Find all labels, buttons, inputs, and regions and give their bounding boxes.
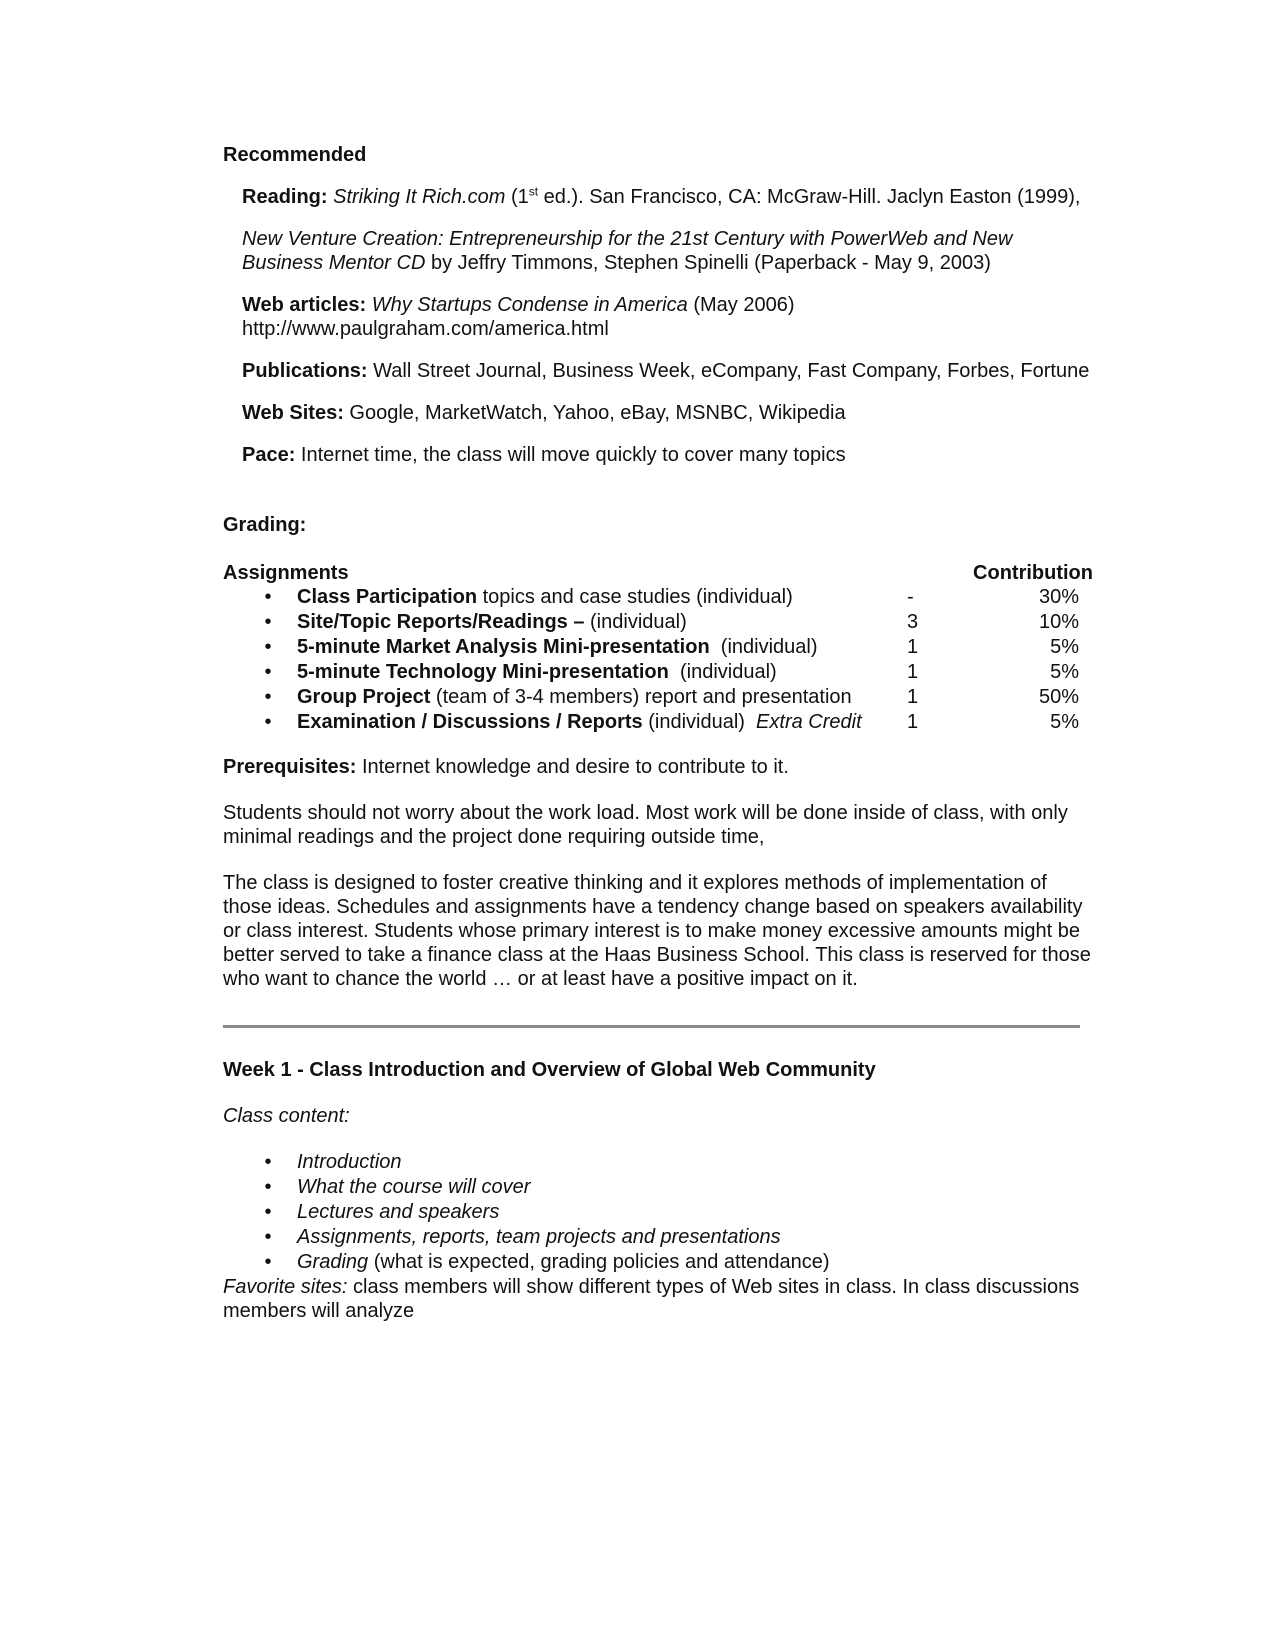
bullet-icon: •: [264, 661, 272, 683]
web-article-url: http://www.paulgraham.com/america.html: [242, 318, 609, 340]
assignment-count: 1: [907, 636, 919, 658]
class-content-list: [223, 1150, 1093, 1275]
assignment-description: [297, 660, 777, 685]
bullet-icon: •: [264, 1201, 272, 1223]
assignment-row: [223, 610, 1093, 635]
class-content-item: [223, 1225, 1093, 1250]
assignment-contribution: 30%: [1038, 586, 1079, 608]
web-article-title: Why Startups Condense in America: [371, 294, 688, 316]
assignment-count: 1: [907, 686, 919, 708]
web-articles-label: Web articles:: [242, 294, 367, 316]
assignment-count: 1: [907, 661, 919, 683]
assignment-name: Examination / Discussions / Reports: [297, 711, 643, 733]
assignment-description: [297, 610, 687, 635]
assignments-column-header: Assignments: [223, 562, 349, 584]
assignment-name: 5-minute Technology Mini-presentation: [297, 661, 669, 683]
grading-heading: Grading:: [223, 514, 307, 536]
class-content-text: [297, 1200, 499, 1225]
assignment-detail: (individual): [668, 661, 777, 683]
assignment-name: Site/Topic Reports/Readings –: [297, 611, 585, 633]
bullet-icon: •: [264, 1251, 272, 1273]
week1-title: Week 1 - Class Introduction and Overview of Global Web Community: [223, 1059, 876, 1081]
class-content-label: Class content:: [223, 1105, 350, 1127]
class-content-text: [297, 1150, 402, 1175]
class-content-topic: Introduction: [297, 1151, 402, 1173]
class-content-topic: What the course will cover: [297, 1176, 531, 1198]
publications-entry: [242, 359, 1093, 383]
prerequisites-text: Internet knowledge and desire to contribute to it.: [356, 756, 789, 778]
bullet-icon: •: [264, 1151, 272, 1173]
assignment-name: 5-minute Market Analysis Mini-presentation: [297, 636, 710, 658]
class-content-item: [223, 1250, 1093, 1275]
class-content-topic: Lectures and speakers: [297, 1201, 500, 1223]
assignment-detail: topics and case studies (individual): [477, 586, 793, 608]
recommended-heading: Recommended: [223, 144, 367, 166]
course-design-paragraph: The class is designed to foster creative thinking and it explores methods of implementation of those ideas. Schedules and assignments have a tendency change based on speakers availability or class interest. Students whose primary interest is to make money excessive amounts might be better served to take a finance class at the Haas Business School. This class is reserved for those who want to chance the world … or at least have a positive impact on it.: [223, 872, 1091, 990]
assignment-row: [223, 585, 1093, 610]
reading-edition-post: ed.). San Francisco, CA: McGraw-Hill. Jaclyn Easton (1999),: [538, 186, 1081, 208]
publications-text: Wall Street Journal, Business Week, eCompany, Fast Company, Forbes, Fortune: [367, 360, 1090, 382]
bullet-icon: •: [264, 1226, 272, 1248]
assignment-description: [297, 585, 793, 610]
bullet-icon: •: [264, 636, 272, 658]
bullet-icon: •: [264, 1176, 272, 1198]
bullet-icon: •: [264, 711, 272, 733]
bullet-icon: •: [264, 686, 272, 708]
assignment-count: 1: [907, 711, 919, 733]
pace-text: Internet time, the class will move quickly to cover many topics: [295, 444, 846, 466]
assignment-detail: (individual): [584, 611, 687, 633]
prerequisites-entry: [223, 755, 1093, 779]
class-content-topic: Grading: [297, 1251, 369, 1273]
assignment-detail: (individual): [709, 636, 818, 658]
assignment-contribution: 5%: [1050, 711, 1079, 733]
class-content-topic: Assignments, reports, team projects and presentations: [297, 1226, 781, 1248]
assignment-contribution: 50%: [1038, 686, 1079, 708]
reading-label: Reading:: [242, 186, 328, 208]
contribution-column-header: Contribution: [973, 562, 1093, 584]
assignment-contribution: 5%: [1050, 636, 1079, 658]
workload-paragraph: Students should not worry about the work load. Most work will be done inside of class, with only minimal readings and the project done requiring outside time,: [223, 802, 1068, 848]
assignment-row: [223, 660, 1093, 685]
assignment-name: Class Participation: [297, 586, 478, 608]
assignment-detail: (individual): [642, 711, 757, 733]
book-title: New Venture Creation: Entrepreneurship for the 21st Century with PowerWeb and New Business Mentor CD: [242, 228, 1013, 274]
class-content-detail: (what is expected, grading policies and attendance): [368, 1251, 830, 1273]
section-divider: [223, 1025, 1080, 1028]
assignment-count: -: [907, 586, 914, 608]
assignment-contribution: 10%: [1038, 611, 1079, 633]
assignment-row: [223, 710, 1093, 735]
pace-entry: [242, 443, 1093, 467]
assignment-contribution: 5%: [1050, 661, 1079, 683]
class-content-item: [223, 1150, 1093, 1175]
pace-label: Pace:: [242, 444, 296, 466]
assignment-description: [297, 685, 852, 710]
assignment-description: [297, 635, 818, 660]
prerequisites-label: Prerequisites:: [223, 756, 357, 778]
assignment-note: Extra Credit: [756, 711, 862, 733]
favorite-sites-text: class members will show different types of Web sites in class. In class discussions members will analyze: [223, 1276, 1080, 1322]
reading-title: Striking It Rich.com: [333, 186, 506, 208]
favorite-sites-label: Favorite sites:: [223, 1276, 348, 1298]
reading-edition-sup: st: [528, 184, 539, 199]
assignment-name: Group Project: [297, 686, 431, 708]
class-content-text: [297, 1225, 781, 1250]
document-page: [223, 143, 1093, 1323]
assignment-row: [223, 685, 1093, 710]
assignment-count: 3: [907, 611, 919, 633]
assignment-detail: (team of 3-4 members) report and presentation: [430, 686, 852, 708]
assignments-list: [223, 585, 1093, 735]
bullet-icon: •: [264, 586, 272, 608]
web-sites-entry: [242, 401, 1093, 425]
book-entry: [242, 227, 1093, 275]
assignment-row: [223, 635, 1093, 660]
class-content-text: [297, 1250, 830, 1275]
publications-label: Publications:: [242, 360, 368, 382]
web-sites-label: Web Sites:: [242, 402, 344, 424]
web-sites-text: Google, MarketWatch, Yahoo, eBay, MSNBC, Wikipedia: [343, 402, 846, 424]
book-details: by Jeffry Timmons, Stephen Spinelli (Paperback - May 9, 2003): [425, 252, 991, 274]
class-content-item: [223, 1175, 1093, 1200]
reading-edition-pre: (1: [505, 186, 529, 208]
class-content-item: [223, 1200, 1093, 1225]
class-content-text: [297, 1175, 530, 1200]
assignment-description: [297, 710, 862, 735]
assignments-header: [223, 561, 1093, 585]
web-article-date: (May 2006): [687, 294, 795, 316]
favorite-sites-entry: [223, 1275, 1093, 1323]
bullet-icon: •: [264, 611, 272, 633]
reading-entry: [242, 185, 1093, 209]
recommended-list: [242, 185, 1093, 467]
web-articles-entry: [242, 293, 1093, 341]
